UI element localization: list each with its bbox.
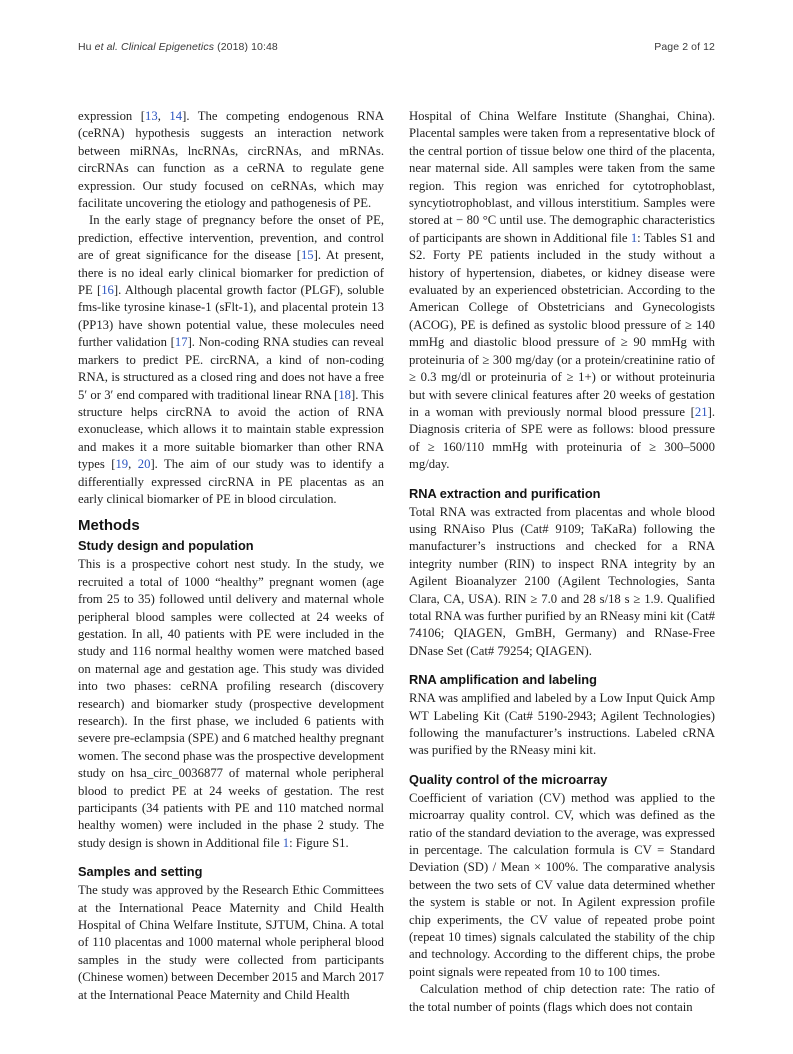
- citation-link[interactable]: 13: [145, 109, 158, 123]
- citation-link[interactable]: 21: [694, 404, 708, 419]
- text-run: ]. Diagnosis criteria of SPE were as follows: blood pressure of ≥ 160/110 mmHg with proteinuria of ≥ 300–5000 mg/day.: [409, 404, 715, 472]
- body-paragraph: [409, 108, 715, 474]
- running-head-author: Hu: [78, 41, 95, 53]
- citation-link[interactable]: 14: [169, 109, 183, 123]
- text-run: expression [: [78, 109, 146, 123]
- citation-link[interactable]: 18: [338, 387, 352, 402]
- right-column: [409, 108, 715, 1016]
- text-run: ,: [157, 109, 170, 123]
- running-head-citation: [78, 41, 278, 53]
- citation-link[interactable]: 16: [101, 283, 114, 298]
- body-paragraph: [78, 882, 384, 1004]
- text-run: : Tables S1 and S2. Forty PE patients included in the study without a history of hypertension, diabetes, or kidney disease were evaluated by an experienced obstetrician. According to the American College of Obstetricians and Gynecologists (ACOG), PE is defined as systolic blood pressure of ≥ 140 mmHg and diastolic blood pressure of ≥ 90 mmHg with proteinuria of ≥ 300 mg/day (or a protein/creatinine ratio of ≥ 0.3 mg/dl or proteinuria of ≥ 1+) or without proteinuria but with severe clinical features after 20 weeks of gestation in a woman with previously normal blood pressure [: [409, 230, 715, 419]
- text-run: : Figure S1.: [289, 835, 349, 850]
- citation-link[interactable]: 17: [174, 335, 188, 350]
- body-paragraph: [78, 212, 384, 508]
- text-run: ]. At present, there is no ideal early clinical biomarker for prediction of PE [: [78, 248, 384, 298]
- citation-link[interactable]: 1: [630, 230, 638, 245]
- body-paragraph: [409, 690, 715, 760]
- text-run: The study was approved by the Research Ethic Committees at the International Peace Maternity and Child Health Hospital of China Welfare Institute, SJTUM, China. A total of 110 placentas and 1000 maternal whole peripheral blood samples in the study were collected from participants (Chinese women) between December 2015 and March 2017 at the International Peace Maternity and Child Health: [78, 883, 384, 1002]
- two-column-body: [78, 108, 715, 1016]
- text-run: RNA was amplified and labeled by a Low Input Quick Amp WT Labeling Kit (Cat# 5190-2943; Agilent Technologies) following the manufacturer’s instructions. Labeled cRNA was purified by the RNeasy mini kit.: [409, 691, 715, 758]
- subsection-heading: Quality control of the microarray: [409, 771, 608, 787]
- section-heading: Methods: [78, 517, 140, 535]
- text-run: In the early stage of pregnancy before the onset of PE, prediction, effective intervention, prevention, and control are of great significance for the disease [: [78, 213, 384, 263]
- running-head-issue: (2018) 10:48: [214, 41, 278, 53]
- text-run: Coefficient of variation (CV) method was applied to the microarray quality control. CV, which was defined as the ratio of the standard deviation to the average, was expressed in percentage. The calculation formula is CV = Standard Deviation (SD) / Mean × 100%. The comparative analysis between the two sets of CV value data determined whether the system is stable or not. In Agilent expression profile chip experiments, the CV value of repeated probe point (repeat 10 times) signals calculated the stability of the chip and technology. According to the different chips, the probe point signals were repeated from 10 to 100 times.: [409, 790, 715, 979]
- text-run: ]. This structure helps circRNA to avoid the action of RNA exonuclease, which allows it to maintain stable expression and makes it a more suitable biomarker than other RNA types [: [78, 387, 384, 472]
- subsection-heading: RNA amplification and labeling: [409, 672, 597, 688]
- citation-link[interactable]: 1: [282, 835, 290, 850]
- body-paragraph: [78, 108, 384, 212]
- left-column: [78, 108, 384, 1016]
- citation-link[interactable]: 15: [300, 248, 314, 263]
- text-run: This is a prospective cohort nest study. In the study, we recruited a total of 1000 “healthy” pregnant women (age from 25 to 35) followed until delivery and maternal whole peripheral blood samples were collected at 24 weeks of gestation. In all, 40 patients with PE were included in the study and 116 normal healthy women were matched based on maternal age and gestation age. This study was divided into two phases: ceRNA profiling research (discovery research) and biomarker study (prospective development research). In the first phase, we included 6 patients with severe pre-eclampsia (SPE) and 6 matched healthy pregnant women. The second phase was the prospective development study on hsa_circ_0036877 of maternal whole peripheral blood to predict PE at 24 weeks of gestation. The rest participants (34 patients with PE and 110 matched normal healthy women) were included in the phase 2 study. The study design is shown in Additional file: [78, 557, 384, 850]
- subsection-heading: Study design and population: [78, 538, 254, 554]
- text-run: ,: [128, 457, 138, 472]
- subsection-heading: Samples and setting: [78, 864, 203, 880]
- text-run: ]. Although placental growth factor (PLGF), soluble fms-like tyrosine kinase-1 (sFlt-1), and placental protein 13 (PP13) have shown potential value, these molecules need further validation [: [78, 283, 384, 350]
- text-run: Hospital of China Welfare Institute (Shanghai, China). Placental samples were taken from a representative block of the central portion of tissue below one third of the placenta, near maternal side. All samples were taken from the same region. This region was enriched for cytotrophoblast, syncytiotrophoblast, and villous interstitium. Samples were stored at − 80 °C until use. The demographic characteristics of participants are shown in Additional file: [409, 109, 715, 245]
- text-run: Calculation method of chip detection rate: The ratio of the total number of points (flags which does not contain: [409, 982, 715, 1014]
- page-header: [78, 41, 715, 53]
- citation-link[interactable]: 20: [137, 457, 151, 472]
- text-run: ]. Non-coding RNA studies can reveal markers to predict PE. circRNA, a kind of non-coding RNA, is structured as a closed ring and does not have a free 5′ or 3′ end compared with traditional linear RNA [: [78, 335, 384, 402]
- page-number-label: Page 2 of 12: [654, 41, 715, 53]
- citation-link[interactable]: 19: [115, 457, 129, 472]
- body-paragraph: [78, 556, 384, 852]
- text-run: ]. The competing endogenous RNA (ceRNA) hypothesis suggests an interaction network between miRNAs, lncRNAs, circRNAs, and mRNAs. circRNAs can function as a ceRNA to regulate gene expression. Our study focused on ceRNAs, which may facilitate uncovering the etiology and pathogenesis of PE.: [78, 109, 385, 211]
- text-run: ]. The aim of our study was to identify a differentially expressed circRNA in PE placentas as an early clinical biomarker of PE in blood circulation.: [78, 457, 385, 506]
- body-paragraph: [409, 981, 715, 1016]
- text-run: Total RNA was extracted from placentas and whole blood using RNAiso Plus (Cat# 9109; TaKaRa) following the manufacturer’s instructions and checked for a RNA integrity number (RIN) to inspect RNA integrity by an Agilent Bioanalyzer 2100 (Agilent Technologies, Santa Clara, CA, USA). RIN ≥ 7.0 and 28 s/18 s ≥ 1.9. Qualified total RNA was further purified by an RNeasy mini kit (Cat# 74106; QIAGEN, GmBH, Germany) and RNase-Free DNase Set (Cat# 79254; QIAGEN).: [409, 504, 715, 658]
- body-paragraph: [409, 790, 715, 981]
- body-paragraph: [409, 504, 715, 661]
- running-head-journal: et al. Clinical Epigenetics: [94, 41, 215, 53]
- subsection-heading: RNA extraction and purification: [409, 485, 601, 501]
